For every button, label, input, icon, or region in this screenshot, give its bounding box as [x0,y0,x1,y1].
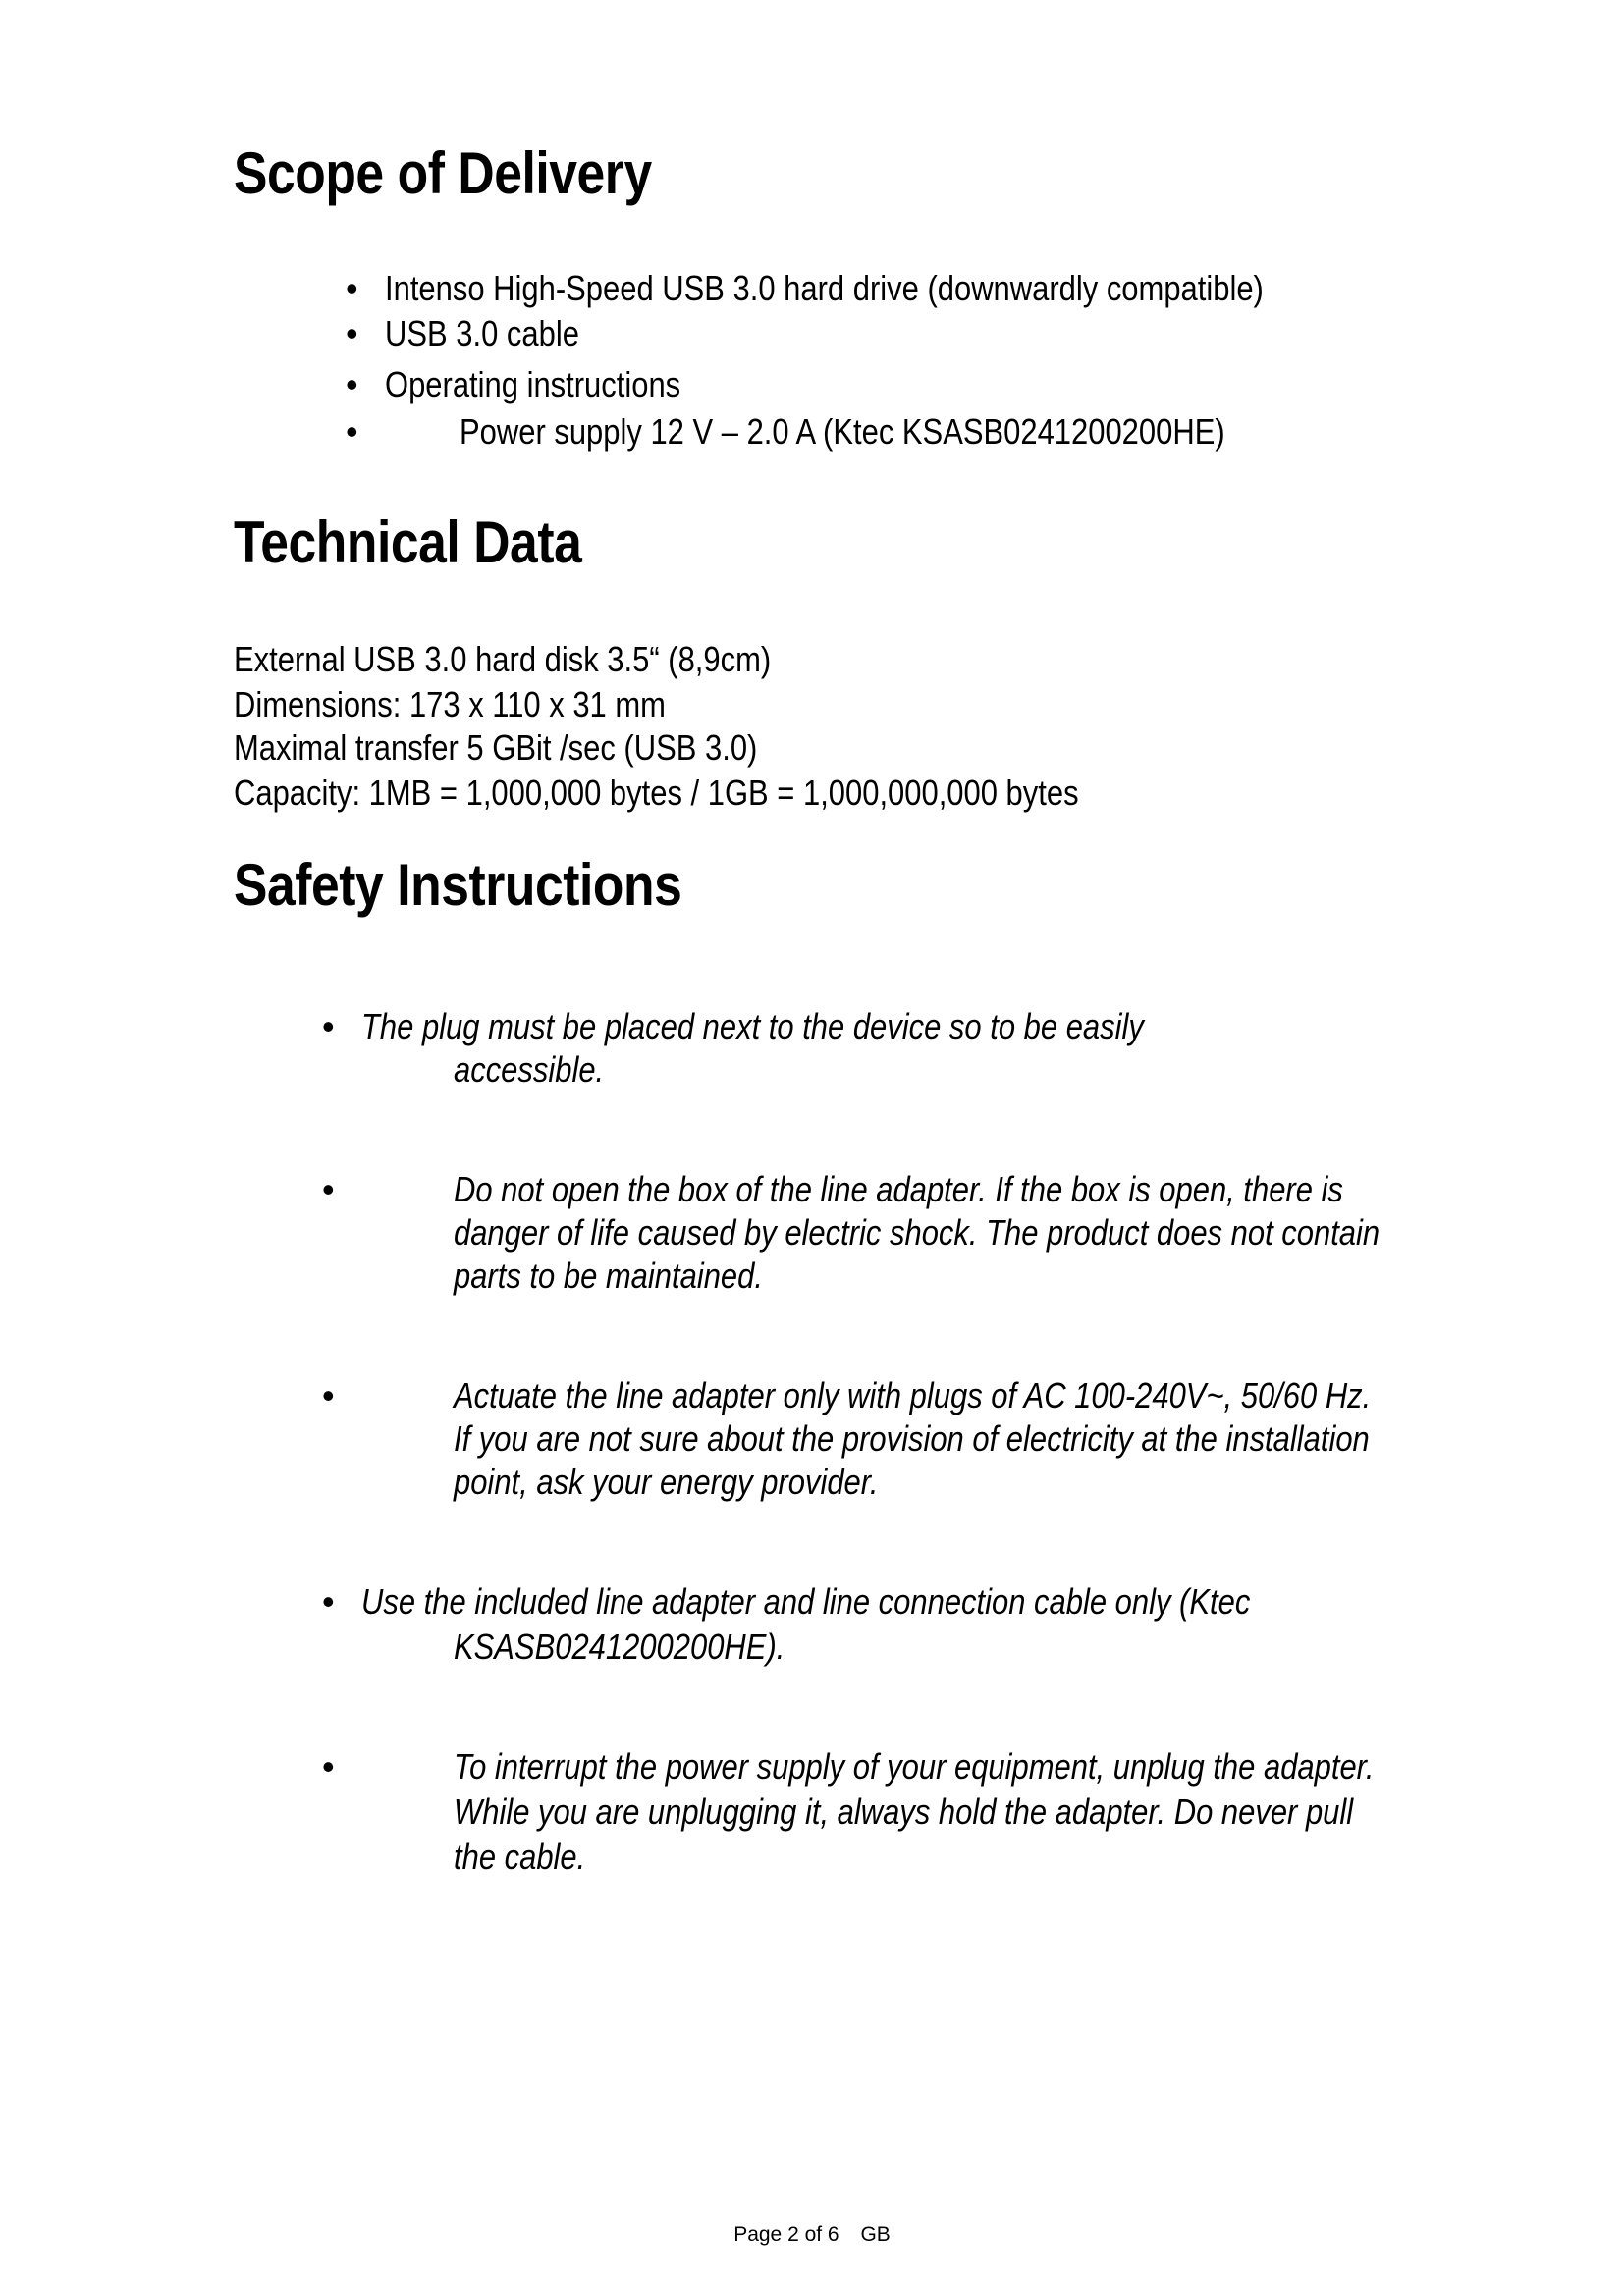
safety-item-line: Use the included line adapter and line connection cable only (Ktec [361,1581,1251,1622]
safety-item-line: accessible. [454,1049,605,1090]
tech-line: External USB 3.0 hard disk 3.5“ (8,9cm) [234,639,772,679]
bullet: • [322,1746,335,1787]
safety-item-line: If you are not sure about the provision of electricity at the installation [454,1418,1370,1459]
scope-heading: Scope of Delivery [234,140,652,206]
scope-item: Intenso High-Speed USB 3.0 hard drive (downwardly compatible) [385,268,1264,308]
technical-heading: Technical Data [234,509,582,575]
safety-item-line: To interrupt the power supply of your equipment, unplug the adapter. [454,1746,1375,1787]
safety-item-line: parts to be maintained. [454,1255,763,1296]
safety-item-line: KSASB0241200200HE). [454,1627,785,1667]
bullet: • [322,1375,335,1415]
bullet: • [322,1006,335,1046]
safety-item-line: Do not open the box of the line adapter. If the box is open, there is [454,1169,1343,1209]
scope-item: USB 3.0 cable [385,313,579,353]
safety-heading: Safety Instructions [234,852,682,918]
tech-line: Dimensions: 173 x 110 x 31 mm [234,684,666,724]
tech-line: Maximal transfer 5 GBit /sec (USB 3.0) [234,727,758,768]
safety-item-line: point, ask your energy provider. [454,1462,879,1502]
tech-line: Capacity: 1MB = 1,000,000 bytes / 1GB = 1,000,000,000 bytes [234,773,1079,813]
page-number: Page 2 of 6 [733,2223,839,2246]
scope-item: Power supply 12 V – 2.0 A (Ktec KSASB0241200200HE) [460,411,1225,452]
scope-item: Operating instructions [385,364,681,404]
safety-item-line: While you are unplugging it, always hold the adapter. Do never pull [454,1791,1354,1832]
bullet: • [346,313,358,353]
safety-item-line: The plug must be placed next to the device so to be easily [361,1006,1144,1046]
safety-item-line: the cable. [454,1837,586,1877]
safety-item-line: danger of life caused by electric shock. The product does not contain [454,1212,1380,1253]
bullet: • [322,1581,335,1622]
bullet: • [346,411,358,452]
safety-item-line: Actuate the line adapter only with plugs of AC 100-240V~, 50/60 Hz. [454,1375,1372,1415]
page-footer [0,2222,1624,2248]
bullet: • [322,1169,335,1209]
language-code: GB [860,2223,891,2246]
bullet: • [346,268,358,308]
bullet: • [346,364,358,404]
